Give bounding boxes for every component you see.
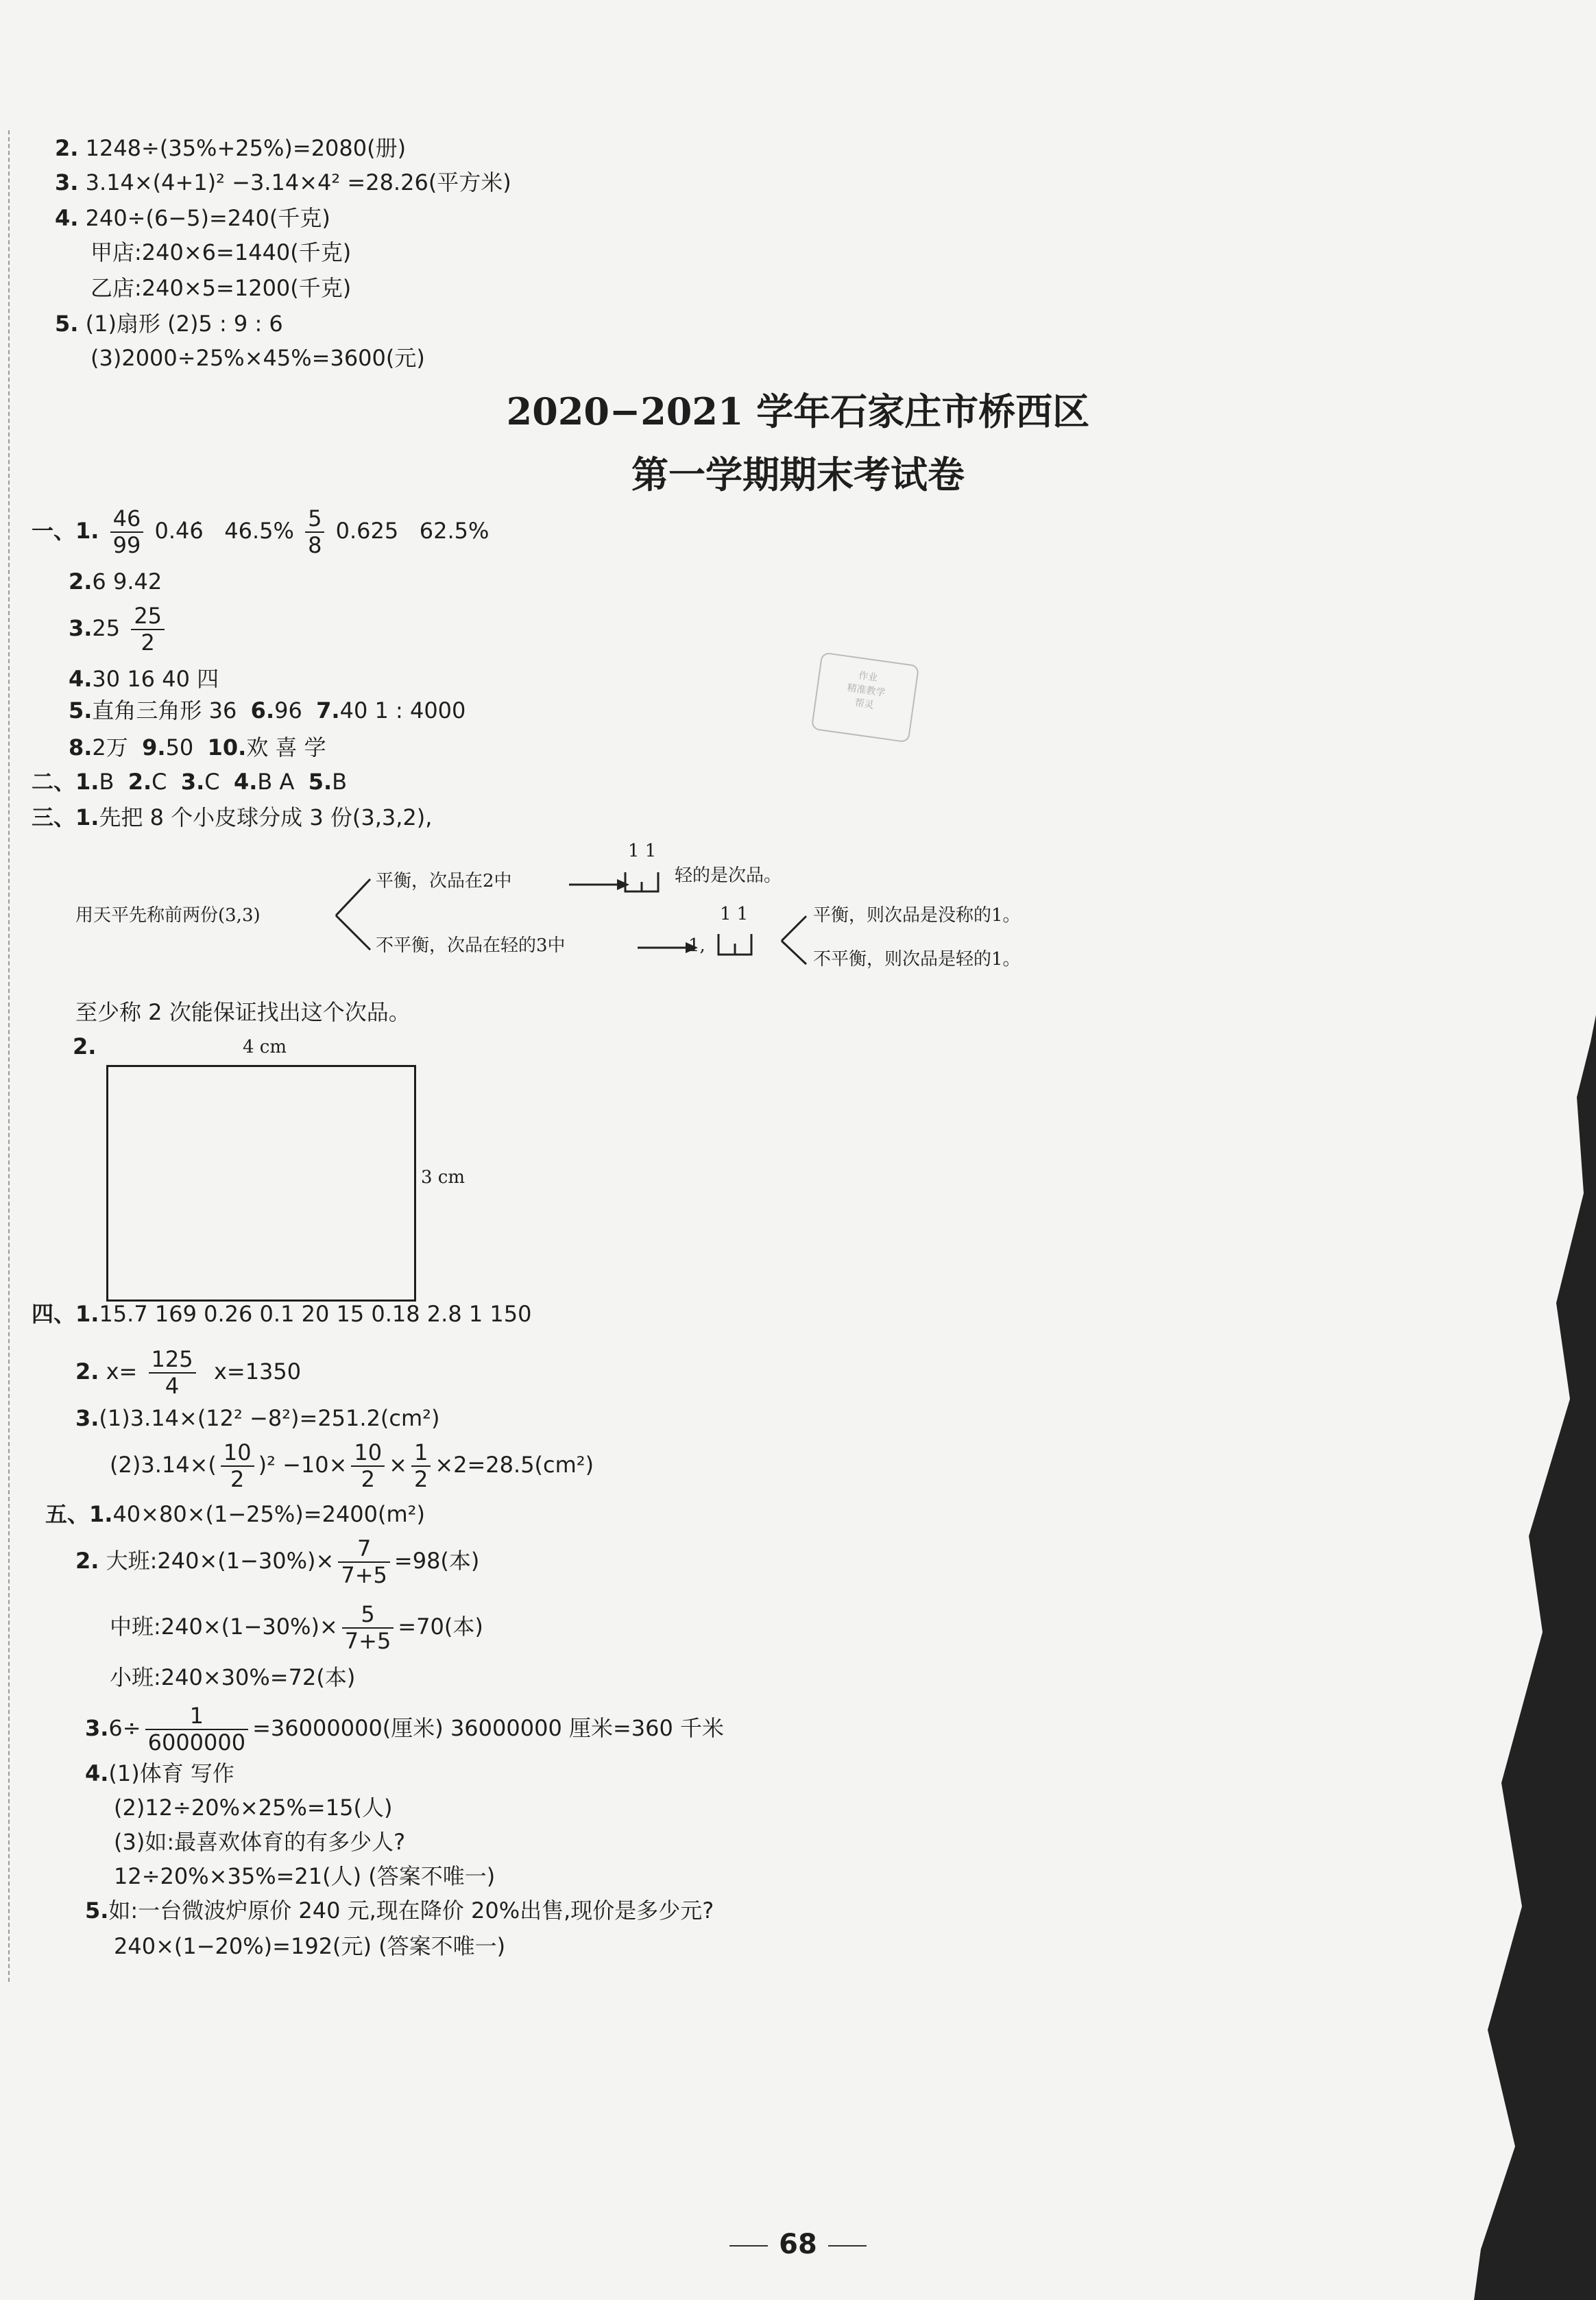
sub-unbalanced: 不平衡，则次品是轻的1。 [813,949,1021,970]
s1-q3: 3.25 $\frac{25}{2}$ [69,603,169,656]
s2-answers: 二、1.B 2.C 3.C 4.B A 5.B [32,769,348,795]
s1-q4: 4.30 16 40 四 [69,666,219,692]
exam-title-line2: 第一学期期末考试卷 [631,453,965,496]
s4-q2: 2. x= $\frac{125}{4}$ x=1350 [75,1346,302,1399]
unbalanced-mid: 1, [688,935,705,956]
s4-q1: 四、1.15.7 169 0.26 0.1 20 15 0.18 2.8 1 150 [32,1301,532,1327]
weighing-diagram [0,0,1596,1029]
s1-q1: 一、1. $\frac{46}{99}$ 0.4̇6̇ 46.5% $\frac{5}{8}$ 0.625 62.5% [32,505,489,558]
prev-line-5: 5. (1)扇形 (2)5 : 9 : 6 [55,311,283,337]
s5-q5a: 5.如:一台微波炉原价 240 元,现在降价 20%出售,现价是多少元? [85,1897,714,1924]
prev-line-4: 4. 240÷(6−5)=240(千克) [55,205,330,231]
stamp-logo: 作业 精准教学 帮灵 [811,652,919,743]
s3-q1: 三、1.先把 8 个小皮球分成 3 份(3,3,2), [32,804,433,830]
prev-line-4c: 乙店:240×5=1200(千克) [90,275,352,301]
prev-line-2: 2. 1248÷(35%+25%)=2080(册) [55,135,407,161]
s1-q8-10: 8.2万 9.50 10.欢 喜 学 [69,734,326,760]
rect-width-label: 4 cm [243,1037,287,1057]
s4-q3a: 3.(1)3.14×(12² −8²)=251.2(cm²) [75,1405,440,1431]
s5-q3: 3.6÷ $\frac{1}{6000000}$ =36000000(厘米) 36000000 厘米=360 千米 [85,1703,725,1756]
s5-q4b: (2)12÷20%×25%=15(人) [114,1795,393,1821]
s5-q4d: 12÷20%×35%=21(人) (答案不唯一) [114,1863,496,1889]
fraction: $\frac{5}{8}$ [305,506,324,558]
s5-q1: 五、1.40×80×(1−25%)=2400(m²) [45,1501,425,1527]
page-number: 68 [0,2229,1596,2260]
balanced-branch: 平衡，次品在2中 [376,871,512,891]
s3-conclusion: 至少称 2 次能保证找出这个次品。 [75,999,411,1025]
s5-q4a: 4.(1)体育 写作 [85,1760,234,1786]
s5-q2b: 中班:240×(1−30%)× $\frac{5}{7+5}$ =70(本) [110,1601,483,1654]
scan-shadow [1474,1015,1596,2300]
prev-line-4b: 甲店:240×6=1440(千克) [90,239,352,265]
rect-height-label: 3 cm [421,1167,466,1188]
unbalanced-branch: 不平衡，次品在轻的3中 [376,935,566,956]
s1-q2: 2.6 9.42 [69,568,162,595]
prev-line-5b: (3)2000÷25%×45%=3600(元) [90,345,425,371]
prev-line-3: 3. 3.14×(4+1)² −3.14×4² =28.26(平方米) [55,169,511,195]
s5-q2a: 2. 大班:240×(1−30%)× $\frac{7}{7+5}$ =98(本) [75,1535,480,1588]
fraction: $\frac{46}{99}$ [110,506,144,558]
s3-q2-num: 2. [73,1033,97,1059]
weighing-start: 用天平先称前两份(3,3) [75,905,261,926]
s1-q5-7: 5.直角三角形 36 6.96 7.40 1 : 4000 [69,697,466,723]
s4-q3b: (2)3.14×( $\frac{10}{2}$ )² −10× $\frac{10}{2}$ × $\frac{1}{2}$ ×2=28.5(cm²) [110,1439,594,1492]
ones-label-2: 1 1 [720,904,749,924]
rectangle-4x3 [106,1065,416,1302]
s5-q2c: 小班:240×30%=72(本) [110,1664,356,1690]
s5-q5b: 240×(1−20%)=192(元) (答案不唯一) [114,1933,506,1959]
balanced-result: 轻的是次品。 [675,865,782,886]
sub-balanced: 平衡，则次品是没称的1。 [813,905,1021,926]
ones-label-1: 1 1 [628,841,657,861]
s5-q4c: (3)如:最喜欢体育的有多少人? [114,1829,406,1855]
fraction: $\frac{25}{2}$ [131,603,165,656]
exam-title-line1: 2020−2021 学年石家庄市桥西区 [506,390,1090,433]
